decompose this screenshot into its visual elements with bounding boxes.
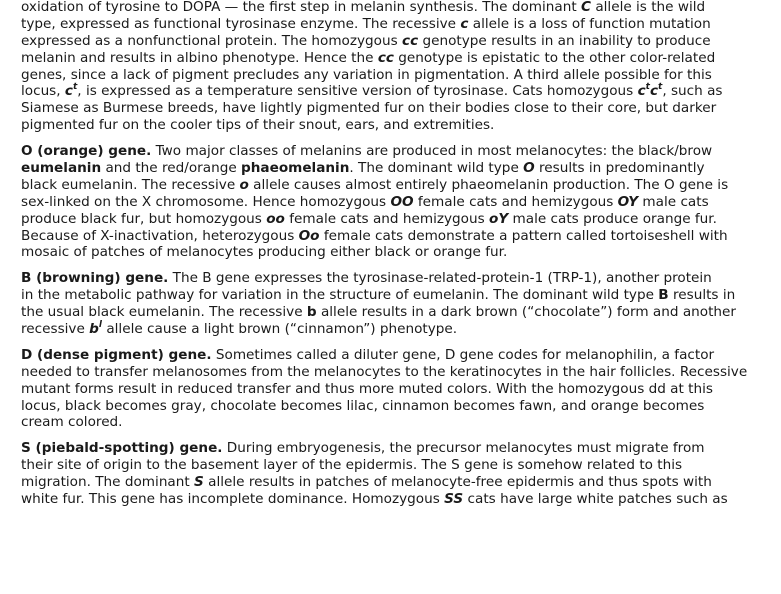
text-run: genotype results in an inability to produce <box>418 32 711 49</box>
text-line <box>21 491 781 508</box>
text-run: genotype is epistatic to the other color-related <box>393 49 716 66</box>
text-run: Two major classes of melanins are produced in most melanocytes: the black/brow <box>151 143 713 160</box>
text-line <box>21 474 781 491</box>
text-line <box>21 287 781 304</box>
allele-symbol: c <box>637 83 646 100</box>
text-run: female cats and hemizygous <box>284 210 489 227</box>
text-line: pigmented fur on the cooler tips of their snout, ears, and extremities. <box>21 117 495 134</box>
text-run: in the metabolic pathway for variation in the structure of eumelanin. The dominant wild type <box>21 287 659 304</box>
text-run: Because of X-inactivation, heterozygous <box>21 227 299 244</box>
allele-symbol: oY <box>489 210 509 227</box>
paragraph-d-gene <box>21 347 781 431</box>
allele-symbol: Oo <box>298 227 320 244</box>
text-run: black eumelanin. The recessive <box>21 176 240 193</box>
text-line <box>21 160 781 177</box>
allele-symbol: oo <box>266 210 285 227</box>
text-run: female cats and hemizygous <box>413 193 618 210</box>
text-run: allele is a loss of function mutation <box>468 15 711 32</box>
text-run: sex-linked on the X chromosome. Hence homozygous <box>21 193 391 210</box>
paragraph-c-gene <box>21 0 781 134</box>
paragraph-spacer <box>21 134 781 143</box>
text-run: allele causes almost entirely phaeomelanin production. The O gene is <box>248 176 729 193</box>
text-line <box>21 83 781 100</box>
text-line <box>21 33 781 50</box>
text-run: male cats produce orange fur. <box>508 210 717 227</box>
text-run: results in <box>668 287 736 304</box>
paragraph-spacer <box>21 261 781 270</box>
text-line: mutant forms result in reduced transfer and thus more muted colors. With the homozygous dd at this <box>21 380 713 397</box>
allele-symbol: OO <box>390 193 414 210</box>
text-run: The B gene expresses the tyrosinase-related-protein-1 (TRP-1), another protein <box>168 270 712 287</box>
allele-symbol: c <box>64 83 73 100</box>
text-line: locus, black becomes gray, chocolate becomes lilac, cinnamon becomes fawn, and orange becomes <box>21 397 705 414</box>
text-line: Siamese as Burmese breeds, have lightly pigmented fur on their bodies close to their core, but darker <box>21 100 717 117</box>
text-run: male cats <box>638 193 709 210</box>
allele-superscript: l <box>98 320 102 331</box>
allele-symbol: cc <box>402 32 419 49</box>
text-line: cream colored. <box>21 414 123 431</box>
paragraph-spacer <box>21 431 781 440</box>
text-run: recessive <box>21 321 90 338</box>
allele-symbol: c <box>460 15 469 32</box>
text-run: During embryogenesis, the precursor melanocytes must migrate from <box>222 440 705 457</box>
allele-symbol: o <box>239 176 249 193</box>
text-line <box>21 50 781 67</box>
text-line <box>21 194 781 211</box>
allele-symbol: b <box>89 321 99 338</box>
allele-symbol: O <box>523 160 535 177</box>
text-line: their site of origin to the basement layer of the epidermis. The S gene is somehow related to this <box>21 457 683 474</box>
text-run: and the red/orange <box>101 160 242 177</box>
text-run: migration. The dominant <box>21 474 195 491</box>
text-line: genes, since a lack of pigment precludes any variation in pigmentation. A third allele possible for this <box>21 66 712 83</box>
text-run: white fur. This gene has incomplete dominance. Homozygous <box>21 491 445 508</box>
text-run: . The dominant wild type <box>349 160 524 177</box>
allele-superscript: t <box>658 82 663 93</box>
section-heading: D (dense pigment) gene. <box>21 346 212 363</box>
text-run: , is expressed as a temperature sensitive version of tyrosinase. Cats homozygous <box>77 83 638 100</box>
allele-symbol: B <box>658 287 669 304</box>
text-run: locus, <box>21 83 65 100</box>
allele-symbol: b <box>306 304 317 321</box>
text-line <box>21 304 781 321</box>
text-line <box>21 270 781 287</box>
text-run: Sometimes called a diluter gene, D gene codes for melanophilin, a factor <box>211 346 715 363</box>
paragraph-spacer <box>21 338 781 347</box>
text-run: cats have large white patches such as <box>463 491 728 508</box>
text-run: expressed as a nonfunctional protein. The homozygous <box>21 32 403 49</box>
text-run: allele results in patches of melanocyte-free epidermis and thus spots with <box>203 474 712 491</box>
text-run: results in predominantly <box>534 160 705 177</box>
paragraph-o-gene <box>21 143 781 261</box>
text-run: oxidation of tyrosine to DOPA — the first step in melanin synthesis. The dominant <box>21 0 582 15</box>
section-heading: O (orange) gene. <box>21 143 152 160</box>
text-run: female cats demonstrate a pattern called tortoiseshell with <box>319 227 728 244</box>
text-run: melanin and results in albino phenotype. Hence the <box>21 49 378 66</box>
text-run: allele is the wild <box>591 0 706 15</box>
text-line <box>21 211 781 228</box>
allele-symbol: c <box>649 83 658 100</box>
text-run: allele results in a dark brown (“chocolate”) form and another <box>316 304 736 321</box>
term-bold: eumelanin <box>21 160 102 177</box>
paragraph-b-gene <box>21 270 781 338</box>
section-heading: B (browning) gene. <box>21 270 169 287</box>
term-bold: phaeomelanin <box>241 160 350 177</box>
text-line <box>21 177 781 194</box>
text-line <box>21 143 781 160</box>
text-line <box>21 228 781 245</box>
text-line <box>21 0 781 16</box>
allele-superscript: t <box>645 82 650 93</box>
text-line <box>21 347 781 364</box>
allele-superscript: t <box>72 82 78 93</box>
text-line: mosaic of patches of melanocytes producing either black or orange fur. <box>21 244 508 261</box>
text-line <box>21 16 781 33</box>
allele-symbol: OY <box>617 193 639 210</box>
text-line <box>21 321 781 338</box>
text-run: type, expressed as functional tyrosinase enzyme. The recessive <box>21 15 461 32</box>
text-run: allele cause a light brown (“cinnamon”) phenotype. <box>102 321 458 338</box>
text-run: the usual black eumelanin. The recessive <box>21 304 307 321</box>
allele-symbol: S <box>194 474 204 491</box>
document-page <box>21 0 781 508</box>
paragraph-s-gene <box>21 440 781 508</box>
text-run: produce black fur, but homozygous <box>21 210 267 227</box>
allele-symbol: cc <box>377 49 394 66</box>
text-line: needed to transfer melanosomes from the melanocytes to the keratinocytes in the hair follicles. Recessive <box>21 363 748 380</box>
allele-symbol: SS <box>444 491 464 508</box>
section-heading: S (piebald-spotting) gene. <box>21 440 223 457</box>
allele-symbol: C <box>581 0 591 15</box>
text-line <box>21 440 781 457</box>
text-run: , such as <box>662 83 723 100</box>
